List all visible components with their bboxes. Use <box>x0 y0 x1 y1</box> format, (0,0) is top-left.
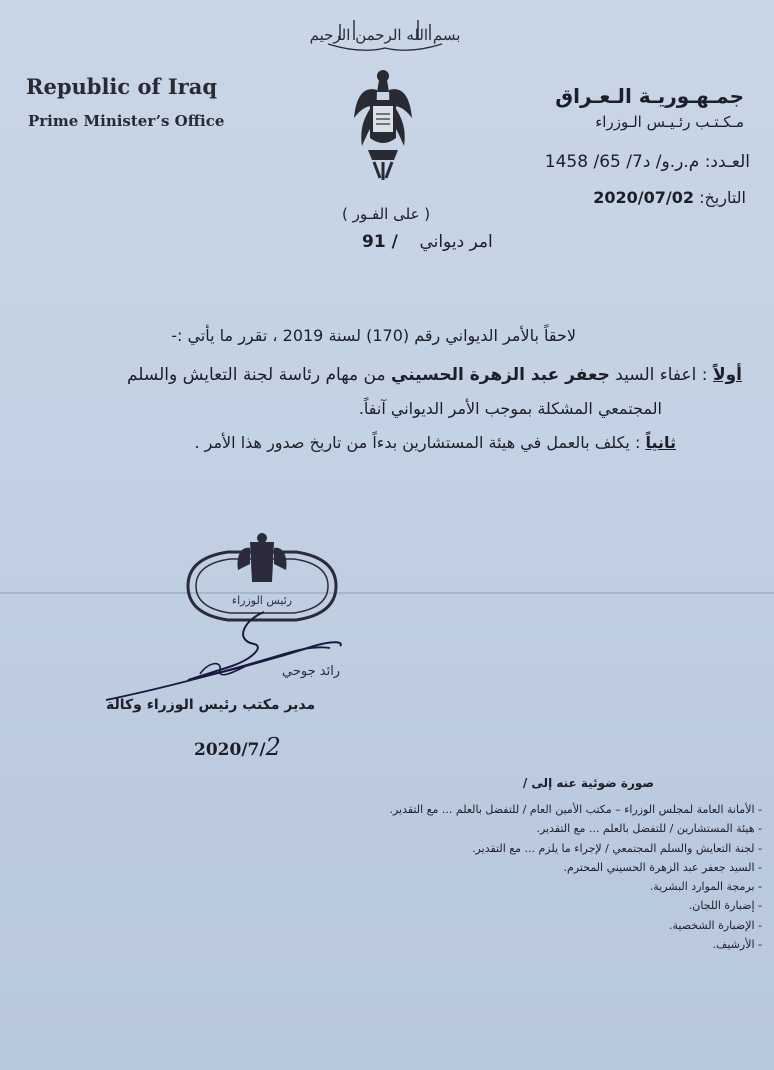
reference-label: العـدد: <box>704 152 750 172</box>
list-item: - الأمانة العامة لمجلس الوزراء – مكتب الأمين العام / للتفضل بالعلم ... مع التقدير. <box>302 800 762 819</box>
document-date <box>593 188 746 207</box>
basmala-calligraphy <box>309 10 461 56</box>
list-item: - إضبارة اللجان. <box>302 896 762 915</box>
signature-date-handwritten: 2 <box>265 733 281 761</box>
list-item: - السيد جعفر عبد الزهرة الحسيني المحترم. <box>302 858 762 877</box>
item-1-label: أولاً <box>712 365 742 385</box>
item-1-pre: : اعفاء السيد <box>615 365 708 385</box>
handwritten-signature-icon <box>104 610 354 710</box>
arabic-country-title: جمـهـوريـة الـعـراق <box>555 84 744 108</box>
list-item: - لجنة التعايش والسلم المجتمعي / لإجراء ما يلزم ... مع التقدير. <box>302 839 762 858</box>
diwani-order-number <box>362 232 493 252</box>
list-item: - الأرشيف. <box>302 935 762 954</box>
item-2-label: ثانياً <box>645 433 676 452</box>
basmala-text: بسم الله الرحمن الرحيم <box>309 26 461 44</box>
english-office-title: Prime Minister’s Office <box>28 112 225 130</box>
order-label: امر ديواني <box>419 232 493 252</box>
paper-fold <box>0 592 774 594</box>
list-item: - برمجة الموارد البشرية. <box>302 877 762 896</box>
distribution-list <box>302 800 762 954</box>
distribution-title: صورة ضوئية عنه إلى / <box>522 776 654 790</box>
signer-title: مدير مكتب رئيس الوزراء وكالة <box>106 697 316 713</box>
signature-date-printed: 2020/7/ <box>194 740 266 760</box>
urgent-marker: ( على الفـور ) <box>342 205 431 223</box>
list-item: - الإضبارة الشخصية. <box>302 916 762 935</box>
item-2-text: : يكلف بالعمل في هيئة المستشارين بدءاً من تاريخ صدور هذا الأمر . <box>194 433 641 452</box>
date-label: التاريخ: <box>699 188 746 207</box>
item-1-post: من مهام رئاسة لجنة التعايش والسلم <box>126 365 386 385</box>
signer-name: رائد جوحي <box>282 664 341 679</box>
order-number: / 91 <box>362 232 398 252</box>
item-1-name: جعفر عبد الزهرة الحسيني <box>391 365 610 385</box>
iraq-eagle-emblem-icon <box>352 66 414 184</box>
stamp-text: رئيس الوزراء <box>231 594 293 607</box>
signature-date <box>194 733 281 761</box>
order-item-1 <box>127 365 742 385</box>
reference-value: م.ر.و/ د7/ 65/ 1458 <box>544 152 700 172</box>
order-item-2 <box>194 433 676 452</box>
date-value: 2020/07/02 <box>593 188 694 207</box>
order-intro: لاحقاً بالأمر الديواني رقم (170) لسنة 2019 ، تقرر ما يأتي :- <box>171 326 576 345</box>
arabic-office-title: مـكـتـب رئـيـس الـوزراء <box>595 113 744 131</box>
english-country-title: Republic of Iraq <box>26 74 218 99</box>
list-item: - هيئة المستشارين / للتفضل بالعلم ... مع التقدير. <box>302 819 762 838</box>
reference-number <box>545 152 750 172</box>
order-item-1-continued: المجتمعي المشكلة بموجب الأمر الديواني آنفاً. <box>358 399 662 418</box>
